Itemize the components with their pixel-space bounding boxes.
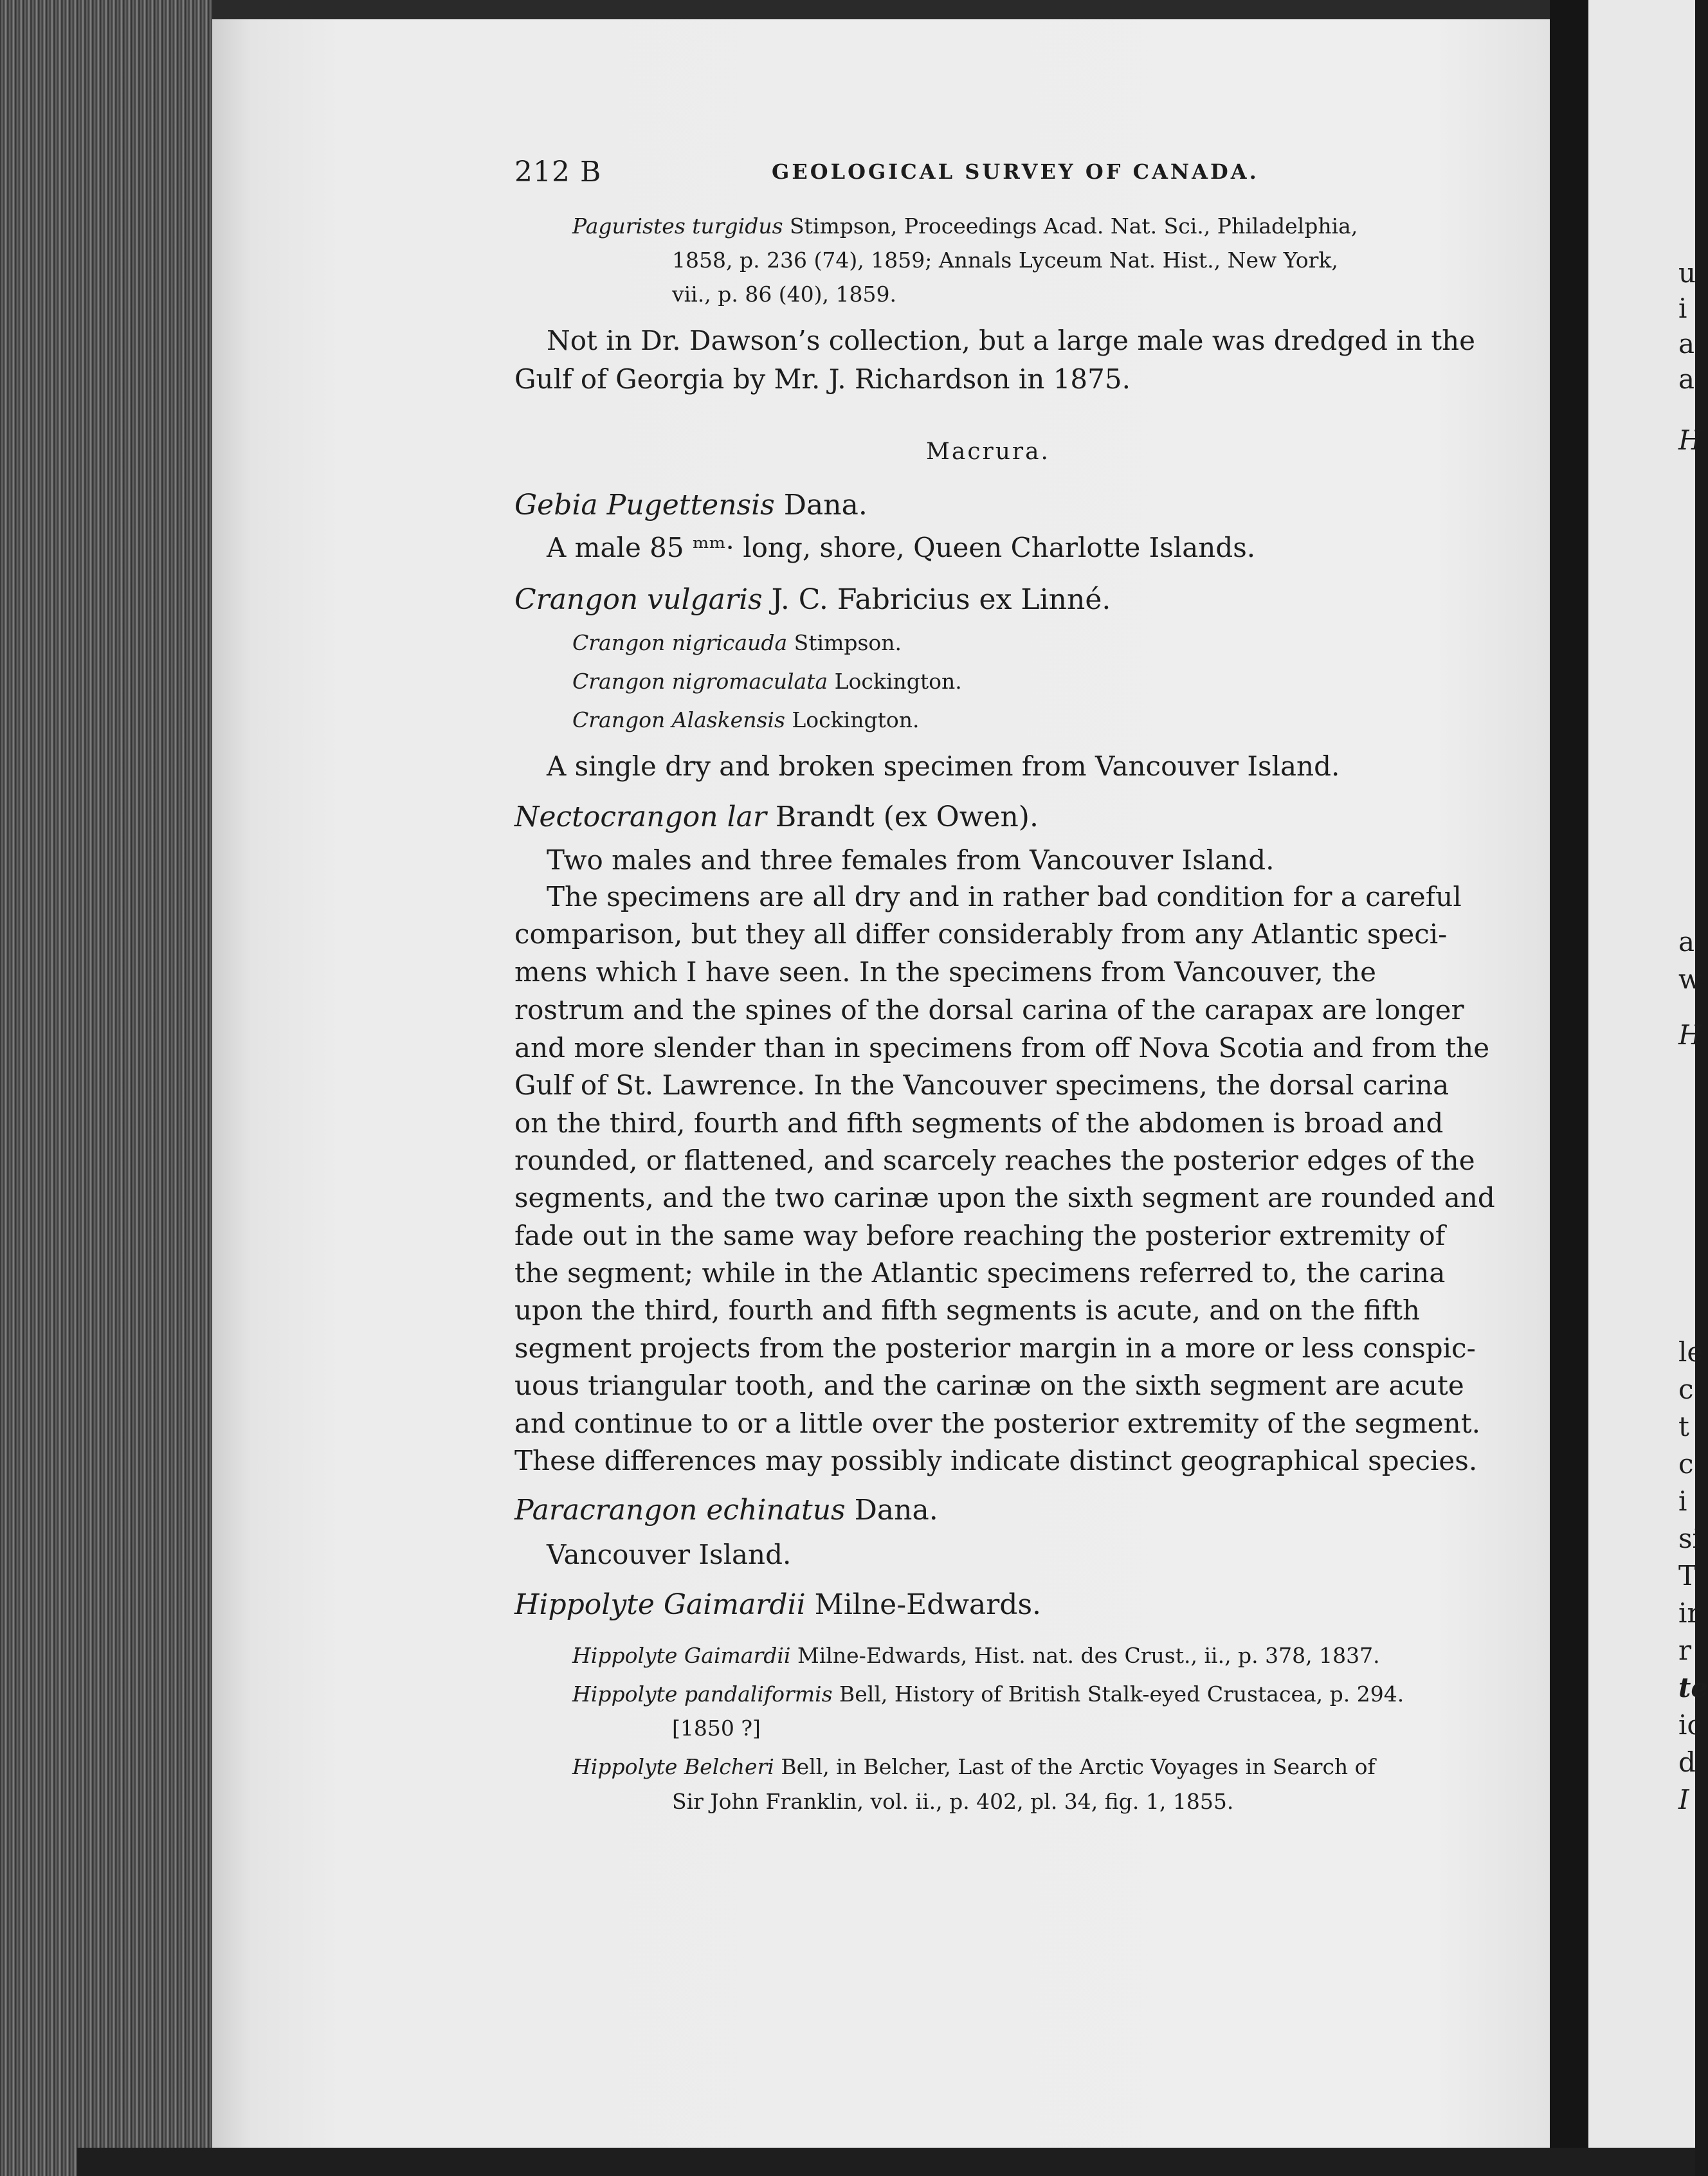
synonym-line: Crangon Alaskensis Lockington.	[572, 707, 920, 732]
facing-fragment: si	[1678, 1523, 1701, 1554]
species-note: A single dry and broken specimen from Vancouver Island.	[547, 750, 1340, 782]
reference-line: Sir John Franklin, vol. ii., p. 402, pl. 34, fig. 1, 1855.	[672, 1789, 1234, 1814]
paragraph-line: upon the third, fourth and fifth segments is acute, and on the fifth	[514, 1294, 1421, 1326]
paragraph-line: segments, and the two carinæ upon the sixth segment are rounded and	[514, 1182, 1495, 1213]
facing-fragment: ic	[1678, 1709, 1702, 1741]
facing-fragment: ir	[1678, 1597, 1700, 1629]
paragraph-line: rounded, or flattened, and scarcely reaches the posterior edges of the	[514, 1145, 1475, 1176]
paragraph-line: and continue to or a little over the posterior extremity of the segment.	[514, 1408, 1480, 1439]
facing-fragment: d	[1678, 1746, 1696, 1778]
paragraph-line: These differences may possibly indicate distinct geographical species.	[514, 1445, 1478, 1476]
facing-fragment: i	[1678, 1485, 1687, 1517]
paragraph-line: rostrum and the spines of the dorsal carina of the carapax are longer	[514, 994, 1464, 1026]
facing-fragment: T	[1678, 1560, 1697, 1591]
facing-fragment: c	[1678, 1448, 1694, 1480]
reference-line: Hippolyte Gaimardii Milne-Edwards, Hist. nat. des Crust., ii., p. 378, 1837.	[572, 1643, 1380, 1668]
page-edges	[0, 0, 232, 2176]
facing-fragment: u	[1678, 257, 1696, 289]
synonym-line: Crangon nigromaculata Lockington.	[572, 669, 962, 694]
paragraph-line: and more slender than in specimens from off Nova Scotia and from the	[514, 1032, 1490, 1064]
species-heading: Gebia Pugettensis Dana.	[514, 489, 868, 521]
facing-page	[1588, 0, 1695, 2176]
gutter	[1550, 0, 1588, 2176]
facing-fragment: t	[1678, 1411, 1689, 1442]
species-heading: Nectocrangon lar Brandt (ex Owen).	[514, 801, 1039, 833]
paragraph-line: the segment; while in the Atlantic specimens referred to, the carina	[514, 1257, 1446, 1289]
page-number: 212 B	[514, 156, 602, 188]
reference-line: Paguristes turgidus Stimpson, Proceedings Acad. Nat. Sci., Philadelphia,	[572, 213, 1358, 239]
reference-line: 1858, p. 236 (74), 1859; Annals Lyceum Nat. Hist., New York,	[672, 248, 1338, 273]
facing-fragment: w	[1678, 963, 1702, 995]
reference-line: Hippolyte pandaliformis Bell, History of British Stalk-eyed Crustacea, p. 294.	[572, 1682, 1404, 1707]
paragraph-line: comparison, but they all differ considerably from any Atlantic speci-	[514, 918, 1448, 950]
paragraph-line: mens which I have seen. In the specimens from Vancouver, the	[514, 956, 1377, 988]
paragraph-line: segment projects from the posterior margin in a more or less conspic-	[514, 1332, 1476, 1364]
facing-fragment: H	[1678, 1019, 1702, 1051]
facing-fragment: a	[1678, 328, 1695, 359]
bottom-shadow	[77, 2148, 1695, 2176]
section-heading: Macrura.	[926, 439, 1050, 465]
facing-fragment: a	[1678, 363, 1695, 395]
paragraph-line: Gulf of Georgia by Mr. J. Richardson in 1875.	[514, 363, 1131, 395]
facing-fragment: te	[1678, 1672, 1708, 1703]
species-note: A male 85 ᵐᵐ· long, shore, Queen Charlotte Islands.	[547, 532, 1256, 563]
facing-fragment: a	[1678, 926, 1695, 957]
species-heading: Paracrangon echinatus Dana.	[514, 1494, 938, 1527]
facing-fragment: H	[1678, 424, 1702, 456]
facing-fragment: i	[1678, 293, 1687, 324]
facing-fragment: r	[1678, 1635, 1692, 1666]
paragraph-line: Gulf of St. Lawrence. In the Vancouver specimens, the dorsal carina	[514, 1069, 1449, 1101]
species-note: Vancouver Island.	[547, 1539, 792, 1570]
synonym-line: Crangon nigricauda Stimpson.	[572, 630, 902, 655]
reference-line: [1850 ?]	[672, 1716, 761, 1741]
species-note: Two males and three females from Vancouver Island.	[547, 844, 1275, 876]
facing-fragment: c	[1678, 1374, 1694, 1405]
species-heading: Hippolyte Gaimardii Milne-Edwards.	[514, 1588, 1042, 1621]
facing-fragment: I	[1678, 1784, 1689, 1815]
reference-line: vii., p. 86 (40), 1859.	[672, 282, 896, 307]
paragraph-line: The specimens are all dry and in rather bad condition for a careful	[547, 881, 1462, 912]
paragraph-line: Not in Dr. Dawson’s collection, but a large male was dredged in the	[547, 325, 1476, 356]
paragraph-line: uous triangular tooth, and the carinæ on the sixth segment are acute	[514, 1370, 1464, 1401]
paragraph-line: fade out in the same way before reaching the posterior extremity of	[514, 1220, 1446, 1251]
running-head: GEOLOGICAL SURVEY OF CANADA.	[772, 159, 1259, 184]
page-header	[514, 156, 1479, 194]
paragraph-line: on the third, fourth and fifth segments of the abdomen is broad and	[514, 1107, 1444, 1139]
reference-line: Hippolyte Belcheri Bell, in Belcher, Last of the Arctic Voyages in Search of	[572, 1754, 1376, 1779]
top-shadow	[212, 0, 1550, 19]
facing-fragment: le	[1678, 1336, 1703, 1368]
species-heading: Crangon vulgaris J. C. Fabricius ex Linné.	[514, 583, 1111, 616]
